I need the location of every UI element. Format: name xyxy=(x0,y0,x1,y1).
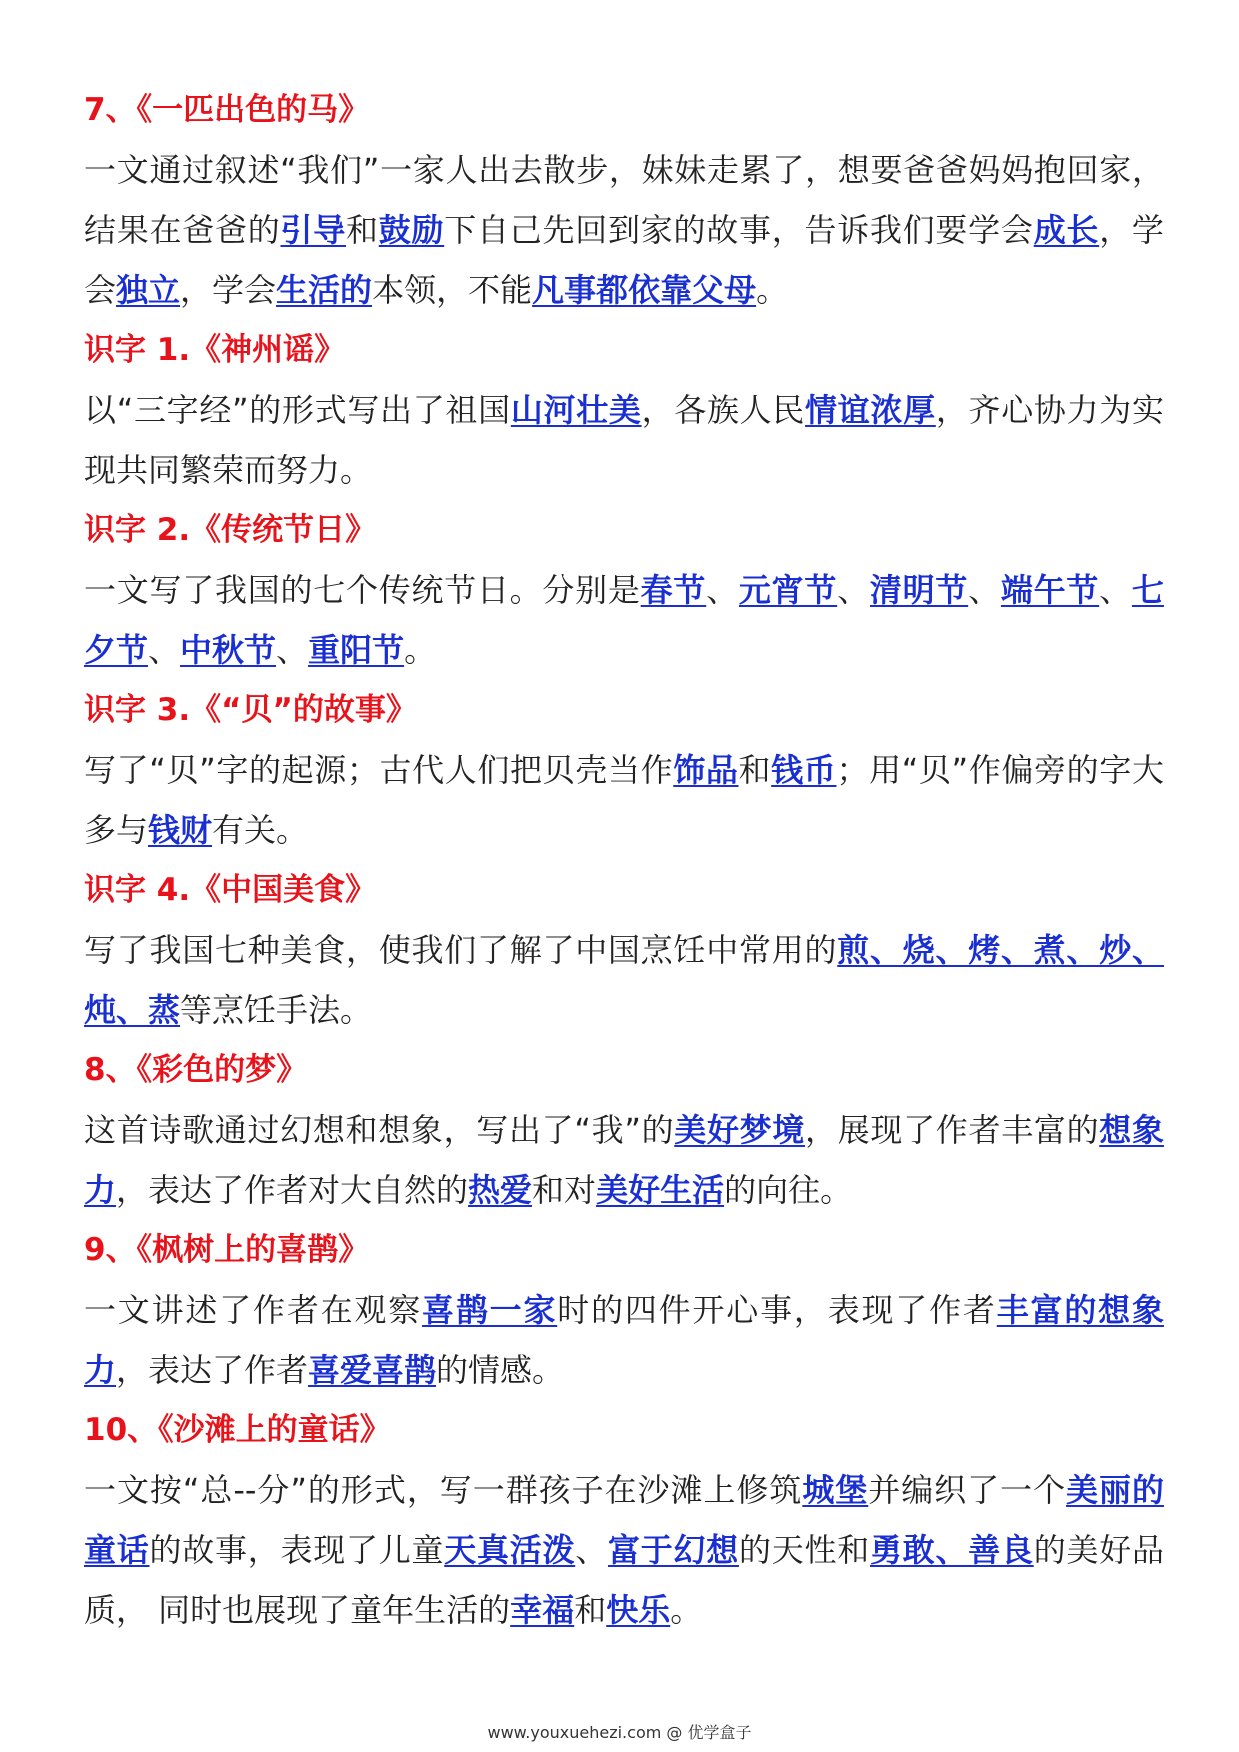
section-heading: 识字 1.《神州谣》 xyxy=(84,332,346,368)
keyword-highlight: 中秋节 xyxy=(180,631,277,669)
keyword-highlight: 城堡 xyxy=(802,1471,869,1509)
text-segment: 、 xyxy=(1099,571,1132,609)
text-segment: ，学会 xyxy=(84,211,1164,309)
text-segment: 一文按“总--分”的形式，写一群孩子在沙滩上修筑 xyxy=(84,1471,803,1509)
section-heading: 10、《沙滩上的童话》 xyxy=(84,1412,391,1448)
keyword-highlight: 勇敢、善良 xyxy=(869,1531,1034,1569)
text-segment: 和 xyxy=(574,1591,607,1629)
text-segment: 。 xyxy=(756,271,789,309)
keyword-highlight: 七夕节 xyxy=(84,571,1164,669)
section-heading: 识字 3.《“贝”的故事》 xyxy=(84,692,417,728)
keyword-highlight: 想象力 xyxy=(84,1111,1164,1209)
keyword-highlight: 独立 xyxy=(116,271,181,309)
keyword-highlight: 富于幻想 xyxy=(607,1531,739,1569)
section-paragraph xyxy=(84,140,1164,320)
keyword-highlight: 成长 xyxy=(1033,211,1100,249)
text-segment: 一文通过叙述“我们”一家人出去散步，妹妹走累了，想要爸爸妈妈抱回家，结果在爸爸的 xyxy=(84,151,1164,249)
text-segment: 一文写了我国的七个传统节日。分别是 xyxy=(84,571,641,609)
section-heading: 9、《枫树上的喜鹊》 xyxy=(84,1232,370,1268)
text-segment: 、 xyxy=(837,571,870,609)
text-segment: ，展现了作者丰富的 xyxy=(805,1111,1100,1149)
text-segment: 、 xyxy=(276,631,309,669)
keyword-highlight: 天真活泼 xyxy=(444,1531,576,1569)
text-segment: ，学会 xyxy=(180,271,277,309)
keyword-highlight: 热爱 xyxy=(468,1171,533,1209)
document-body xyxy=(84,80,1164,1640)
keyword-highlight: 煎、烧、烤、煮、炒、炖、蒸 xyxy=(84,931,1164,1029)
text-segment: 和对 xyxy=(532,1171,597,1209)
keyword-highlight: 喜爱喜鹊 xyxy=(308,1351,437,1389)
keyword-highlight: 春节 xyxy=(640,571,707,609)
text-segment: 的天性和 xyxy=(738,1531,870,1569)
keyword-highlight: 清明节 xyxy=(869,571,969,609)
keyword-highlight: 情谊浓厚 xyxy=(805,391,936,429)
page-footer: www.youxuehezi.com @ 优学盒子 xyxy=(487,1723,752,1742)
text-segment: ，各族人民 xyxy=(641,391,806,429)
keyword-highlight: 重阳节 xyxy=(308,631,405,669)
text-segment: 写了我国七种美食，使我们了解了中国烹饪中常用的 xyxy=(84,931,838,969)
text-segment: 和 xyxy=(738,751,772,789)
section-paragraph xyxy=(84,1280,1164,1400)
text-segment: ，齐心协力为实现共同繁荣而努力。 xyxy=(84,391,1164,489)
text-segment: 以“三字经”的形式写出了祖国 xyxy=(84,391,511,429)
text-segment: 的情感。 xyxy=(436,1351,565,1389)
keyword-highlight: 喜鹊一家 xyxy=(422,1291,558,1329)
keyword-highlight: 山河壮美 xyxy=(510,391,642,429)
keyword-highlight: 钱币 xyxy=(771,751,837,789)
section-paragraph xyxy=(84,560,1164,680)
text-segment: 下自己先回到家的故事，告诉我们要学会 xyxy=(444,211,1034,249)
section-paragraph xyxy=(84,380,1164,500)
section-paragraph xyxy=(84,920,1164,1040)
text-segment: 一文讲述了作者在观察 xyxy=(84,1291,423,1329)
text-segment: 的美好品质， 同时也展现了童年生活的 xyxy=(84,1531,1164,1629)
text-segment: 的故事，表现了儿童 xyxy=(149,1531,445,1569)
section-paragraph xyxy=(84,740,1164,860)
keyword-highlight: 幸福 xyxy=(510,1591,575,1629)
section-heading: 7、《一匹出色的马》 xyxy=(84,92,370,128)
keyword-highlight: 引导 xyxy=(280,211,346,249)
text-segment: ，表达了作者对大自然的 xyxy=(116,1171,469,1209)
keyword-highlight: 美丽的童话 xyxy=(84,1471,1164,1569)
text-segment: 本领，不能 xyxy=(372,271,533,309)
keyword-highlight: 钱财 xyxy=(148,811,213,849)
text-segment: 、 xyxy=(968,571,1001,609)
keyword-highlight: 丰富的想象力 xyxy=(84,1291,1164,1389)
keyword-highlight: 端午节 xyxy=(1000,571,1100,609)
keyword-highlight: 美好生活 xyxy=(596,1171,725,1209)
text-segment: ；用“贝”作偏旁的字大多与 xyxy=(84,751,1164,849)
keyword-highlight: 元宵节 xyxy=(738,571,838,609)
text-segment: 有关。 xyxy=(212,811,309,849)
text-segment: 、 xyxy=(706,571,739,609)
text-segment: 的向往。 xyxy=(724,1171,853,1209)
text-segment: 。 xyxy=(670,1591,703,1629)
text-segment: 并编织了一个 xyxy=(868,1471,1067,1509)
keyword-highlight: 美好梦境 xyxy=(674,1111,806,1149)
text-segment: 时的四件开心事，表现了作者 xyxy=(557,1291,997,1329)
text-segment: ，表达了作者 xyxy=(116,1351,309,1389)
section-heading: 识字 4.《中国美食》 xyxy=(84,872,377,908)
text-segment: 、 xyxy=(575,1531,608,1569)
keyword-highlight: 饰品 xyxy=(673,751,739,789)
text-segment: 和 xyxy=(345,211,379,249)
text-segment: 写了“贝”字的起源；古代人们把贝壳当作 xyxy=(84,751,674,789)
keyword-highlight: 凡事都依靠父母 xyxy=(532,271,757,309)
keyword-highlight: 生活的 xyxy=(276,271,373,309)
keyword-highlight: 鼓励 xyxy=(378,211,445,249)
keyword-highlight: 快乐 xyxy=(606,1591,671,1629)
section-paragraph xyxy=(84,1460,1164,1640)
text-segment: 。 xyxy=(404,631,437,669)
text-segment: 等烹饪手法。 xyxy=(180,991,373,1029)
text-segment: 这首诗歌通过幻想和想象，写出了“我”的 xyxy=(84,1111,675,1149)
section-heading: 识字 2.《传统节日》 xyxy=(84,512,377,548)
section-paragraph xyxy=(84,1100,1164,1220)
text-segment: 、 xyxy=(148,631,181,669)
section-heading: 8、《彩色的梦》 xyxy=(84,1052,308,1088)
